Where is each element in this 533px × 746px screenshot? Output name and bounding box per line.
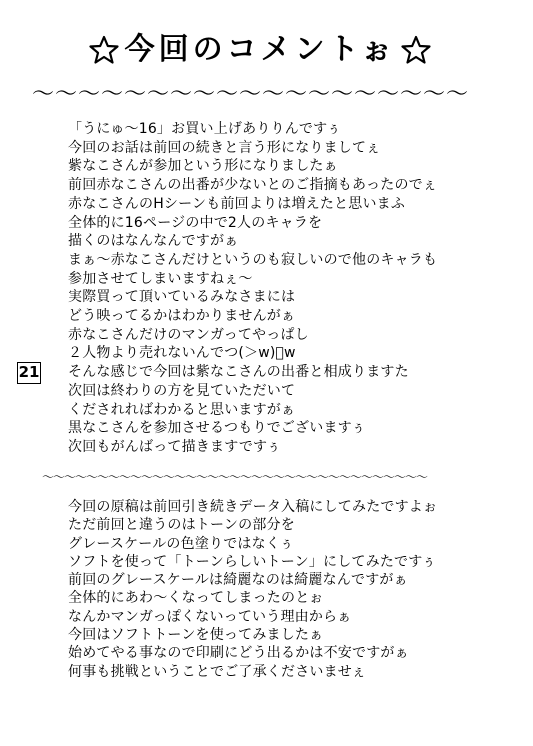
text-line: 前回のグレースケールは綺麗なのは綺麗なんですがぁ: [68, 572, 408, 589]
text-line: そんな感じで今回は紫なこさんの出番と相成りますた: [68, 364, 409, 381]
wavy-line-divider: ～～～～～～～～～～～～～～～～～～～: [32, 84, 470, 106]
text-line: ソフトを使って「トーンらしいトーン」にしてみたですぅ: [68, 553, 437, 570]
comment-block-1: [68, 120, 508, 457]
page-header: [40, 28, 480, 72]
text-line: 全体的にあわ～くなってしまったのとぉ: [68, 590, 324, 607]
text-line: 前回赤なこさんの出番が少ないとのご指摘もあったのでぇ: [68, 177, 438, 194]
star-icon: [401, 35, 431, 65]
text-line: 全体的に16ページの中で2人のキャラを: [68, 214, 323, 231]
page-number: 21: [17, 362, 41, 384]
text-line: グレースケールの色塗りではなくぅ: [68, 535, 294, 552]
text-line: 紫なこさんが参加という形になりましたぁ: [68, 158, 338, 175]
section-divider: ～～～～～～～～～～～～～～～～～～～～～～～～～～～～～～～～～～～: [42, 470, 428, 484]
text-line: 今回の原稿は前回引き続きデータ入稿にしてみたですよぉ: [68, 499, 438, 515]
text-line: 参加させてしまいますねぇ～: [68, 270, 253, 287]
text-line: ２人物より売れないんでつ(＞w)ﾟw: [68, 345, 296, 362]
star-icon: [89, 35, 119, 65]
text-line: 赤なこさんだけのマンガってやっぱし: [68, 326, 309, 343]
text-line: どう映ってるかはわかりませんがぁ: [68, 308, 296, 325]
text-line: くだされればわかると思いますがぁ: [68, 401, 296, 418]
text-line: 今回はソフトトーンを使ってみましたぁ: [68, 627, 324, 644]
text-line: 今回のお話は前回の続きと言う形になりましてぇ: [68, 139, 381, 156]
text-line: 実際買って頂いているみなさまには: [68, 289, 296, 306]
text-line: 黒なこさんを参加させるつもりでございますぅ: [68, 420, 366, 437]
text-line: 次回もがんばって描きますですぅ: [68, 438, 281, 455]
text-line: 「うにゅ～16」お買い上げありりんですぅ: [68, 121, 342, 137]
text-line: 何事も挑戦ということでご了承くださいませぇ: [68, 663, 366, 680]
text-line: 赤なこさんのHシーンも前回よりは増えたと思いまふ: [68, 195, 406, 212]
text-line: 描くのはなんなんですがぁ: [68, 233, 239, 250]
text-line: ただ前回と違うのはトーンの部分を: [68, 517, 295, 534]
text-line: 次回は終わりの方を見ていただいて: [68, 382, 296, 399]
text-line: 始めてやる事なので印刷にどう出るかは不安ですがぁ: [68, 645, 409, 662]
page-title: 今回のコメントぉ: [124, 32, 396, 67]
text-line: なんかマンガっぽくないっていう理由からぁ: [68, 608, 352, 625]
text-line: まぁ～赤なこさんだけというのも寂しいので他のキャラも: [68, 251, 438, 268]
comment-block-2: [68, 498, 508, 681]
